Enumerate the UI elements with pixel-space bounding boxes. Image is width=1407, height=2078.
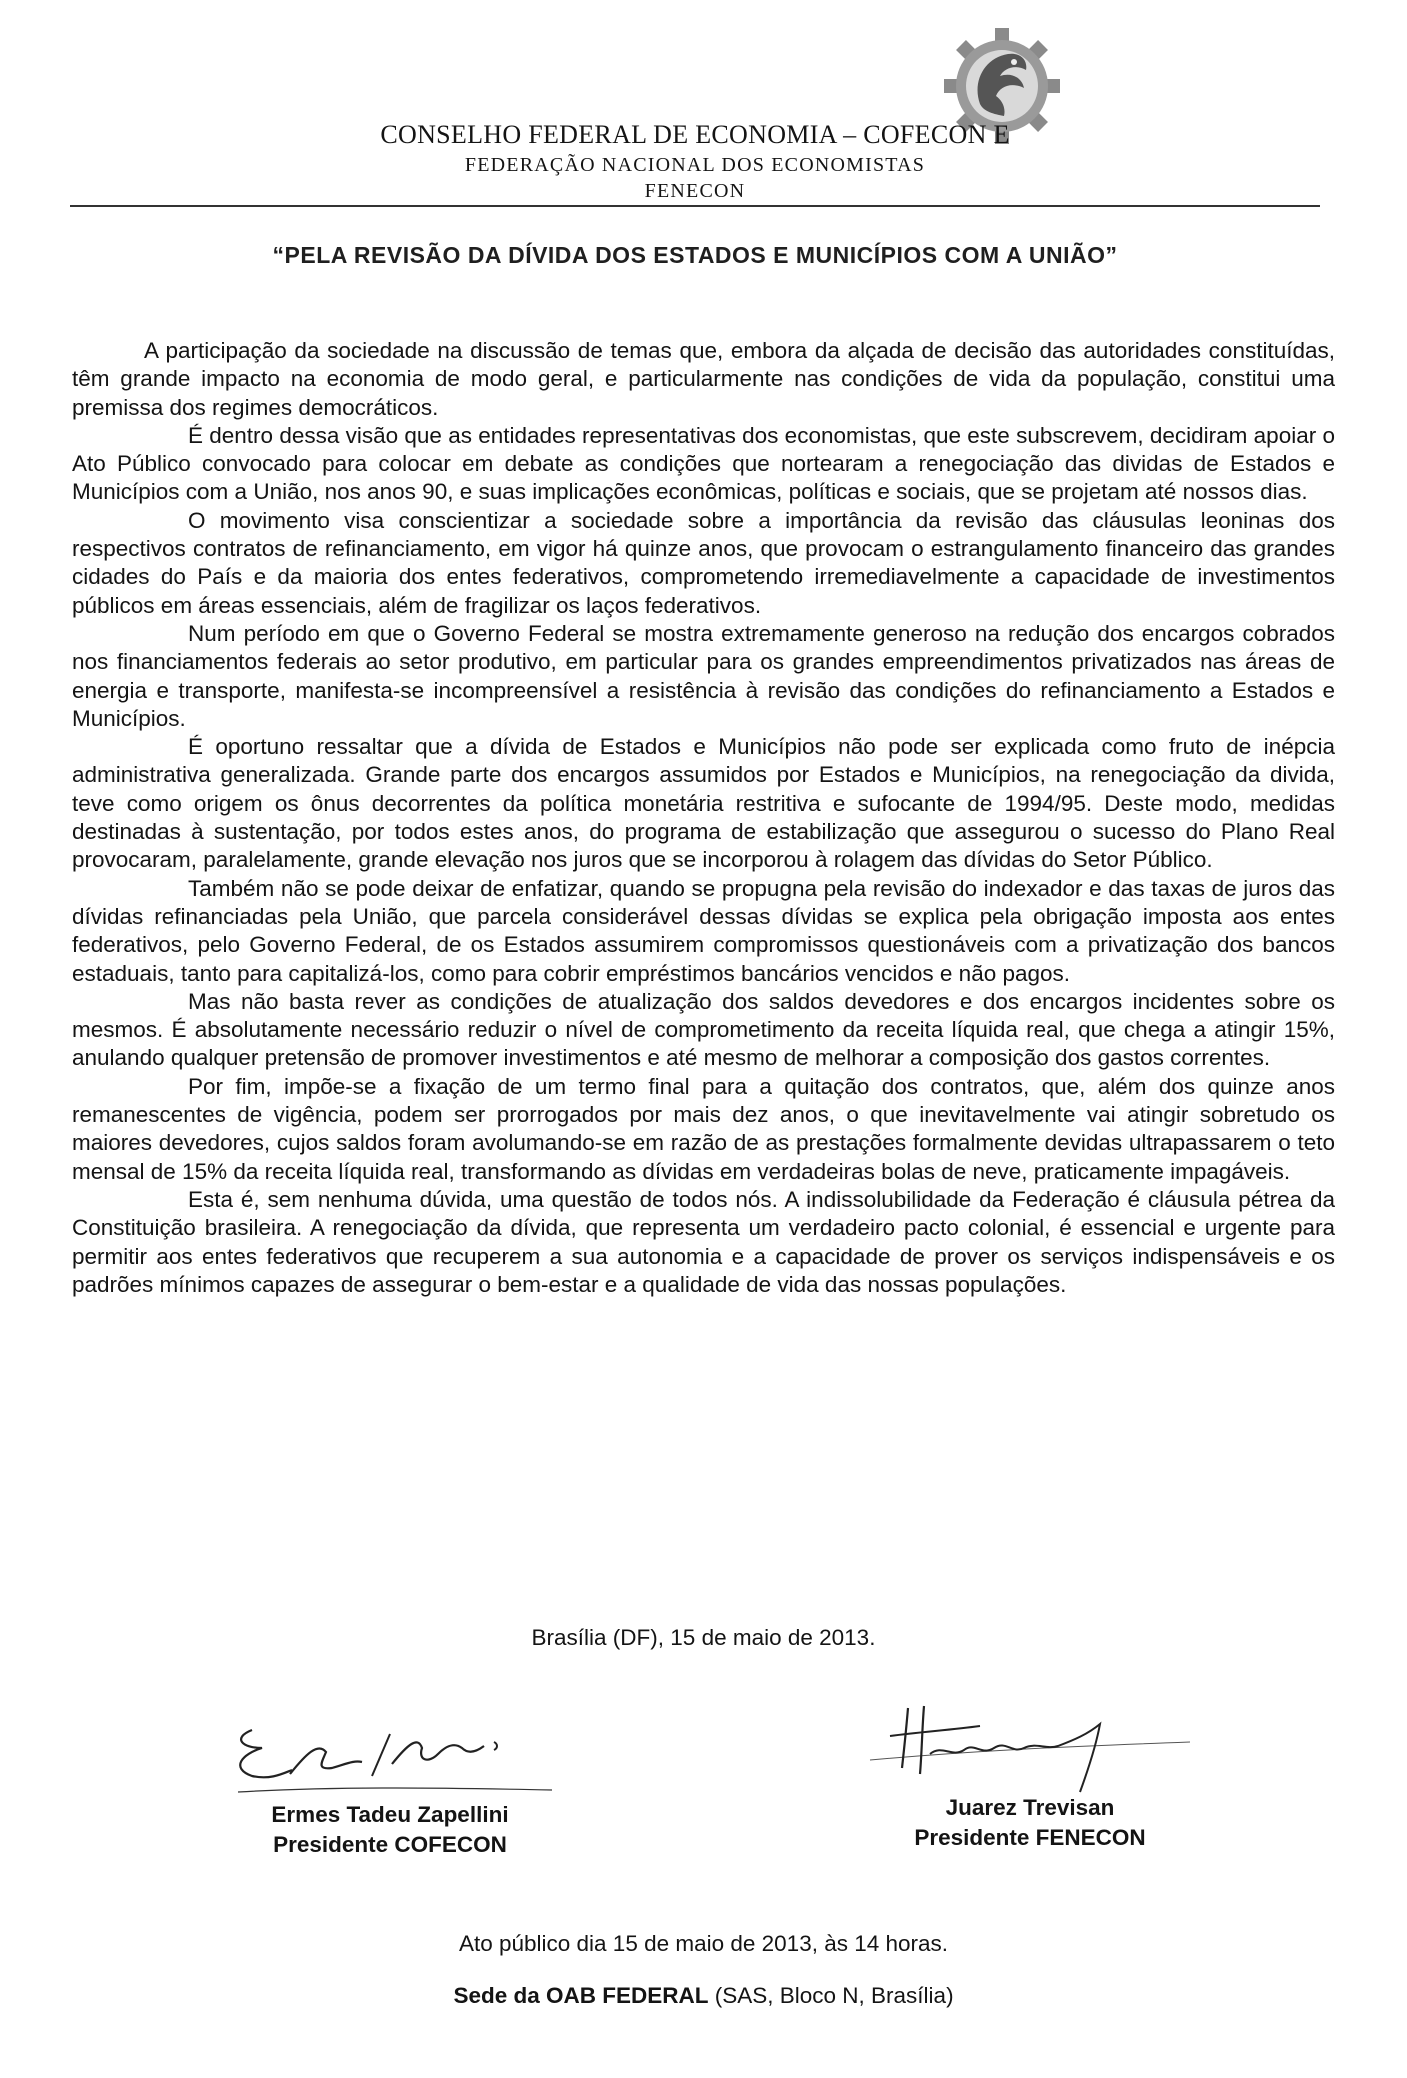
paragraph: É oportuno ressaltar que a dívida de Estados e Municípios não pode ser explicada como fruto de inépcia administrativa generalizada. Grande parte dos encargos assumidos por Estados e Municípios, na renegociação da divida, teve como origem os ônus decorrentes da política monetária restritiva e sufocante de 1994/95. Deste modo, medidas destinadas à sustentação, por todos estes anos, do programa de estabilização que assegurou o sucesso do Plano Real provocaram, paralelamente, grande elevação nos juros que se incorporou à rolagem das dívidas do Setor Público.	[72, 734, 1335, 873]
org-name-line3: FENECON	[644, 180, 746, 202]
signer-name: Ermes Tadeu Zapellini	[271, 1802, 509, 1827]
location-name: Sede da OAB FEDERAL	[453, 1983, 709, 2008]
document-title: “PELA REVISÃO DA DÍVIDA DOS ESTADOS E MUNICÍPIOS COM A UNIÃO”	[272, 242, 1118, 268]
header-divider	[70, 205, 1320, 207]
letter-body	[72, 337, 1335, 1299]
paragraph: É dentro dessa visão que as entidades representativas dos economistas, que este subscrevem, decidiram apoiar o Ato Público convocado para colocar em debate as condições que nortearam a renegociação das dividas de Estados e Municípios com a União, nos anos 90, e suas implicações econômicas, políticas e sociais, que se projetam até nossos dias.	[72, 422, 1335, 505]
signer-fenecon	[850, 1793, 1210, 1853]
org-name-line1: CONSELHO FEDERAL DE ECONOMIA – COFECON E	[380, 120, 1010, 149]
org-name-line2: FEDERAÇÃO NACIONAL DOS ECONOMISTAS	[464, 154, 926, 176]
signer-role: Presidente FENECON	[914, 1825, 1146, 1850]
location-address: (SAS, Bloco N, Brasília)	[708, 1983, 954, 2008]
paragraph: A participação da sociedade na discussão de temas que, embora da alçada de decisão das autoridades constituídas, têm grande impacto na economia de modo geral, e particularmente nas condições de vida da população, constitui uma premissa dos regimes democráticos.	[72, 338, 1335, 420]
signature-trevisan	[860, 1680, 1200, 1810]
paragraph: O movimento visa conscientizar a sociedade sobre a importância da revisão das cláusulas leoninas dos respectivos contratos de refinanciamento, em vigor há quinze anos, que provocam o estrangulamento financeiro das grandes cidades do País e da maioria dos entes federativos, comprometendo irremediavelmente a capacidade de investimentos públicos em áreas essenciais, além de fragilizar os laços federativos.	[72, 507, 1335, 618]
paragraph: Mas não basta rever as condições de atualização dos saldos devedores e dos encargos incidentes sobre os mesmos. É absolutamente necessário reduzir o nível de comprometimento da receita líquida real, que chega a atingir 15%, anulando qualquer pretensão de promover investimentos e até mesmo de melhorar a composição dos gastos correntes.	[72, 988, 1335, 1071]
paragraph: Esta é, sem nenhuma dúvida, uma questão de todos nós. A indissolubilidade da Federação é cláusula pétrea da Constituição brasileira. A renegociação da dívida, que representa um verdadeiro pacto colonial, é essencial e urgente para permitir aos entes federativos que recuperem a sua autonomia e a capacidade de prover os serviços indispensáveis e os padrões mínimos capazes de assegurar o bem-estar e a qualidade de vida das nossas populações.	[72, 1186, 1335, 1297]
event-location	[0, 1983, 1407, 2009]
letterhead	[70, 20, 1320, 220]
signer-cofecon	[210, 1800, 570, 1860]
paragraph: Por fim, impõe-se a fixação de um termo final para a quitação dos contratos, que, além dos quinze anos remanescentes de vigência, podem ser prorrogados por mais dez anos, o que inevitavelmente vai atingir sobretudo os maiores devedores, cujos saldos foram avolumando-se em razão de as prestações formalmente devidas ultrapassarem o teto mensal de 15% da receita líquida real, transformando as dívidas em verdadeiras bolas de neve, praticamente impagáveis.	[72, 1073, 1335, 1184]
event-info: Ato público dia 15 de maio de 2013, às 14 horas.	[458, 1931, 949, 1956]
paragraph: Num período em que o Governo Federal se mostra extremamente generoso na redução dos encargos cobrados nos financiamentos federais ao setor produtivo, em particular para os grandes empreendimentos privatizados nas áreas de energia e transporte, manifesta-se incompreensível a resistência à revisão das condições do refinanciamento a Estados e Municípios.	[72, 620, 1335, 731]
signer-role: Presidente COFECON	[273, 1832, 507, 1857]
paragraph: Também não se pode deixar de enfatizar, quando se propugna pela revisão do indexador e das taxas de juros das dívidas refinanciadas pela União, que parcela considerável dessas dívidas se explica pela obrigação imposta aos entes federativos, pelo Governo Federal, de os Estados assumirem compromissos questionáveis com a privatização dos bancos estaduais, tanto para capitalizá-los, como para cobrir empréstimos bancários vencidos e não pagos.	[72, 875, 1335, 986]
signer-name: Juarez Trevisan	[945, 1795, 1115, 1820]
place-and-date: Brasília (DF), 15 de maio de 2013.	[531, 1625, 876, 1650]
